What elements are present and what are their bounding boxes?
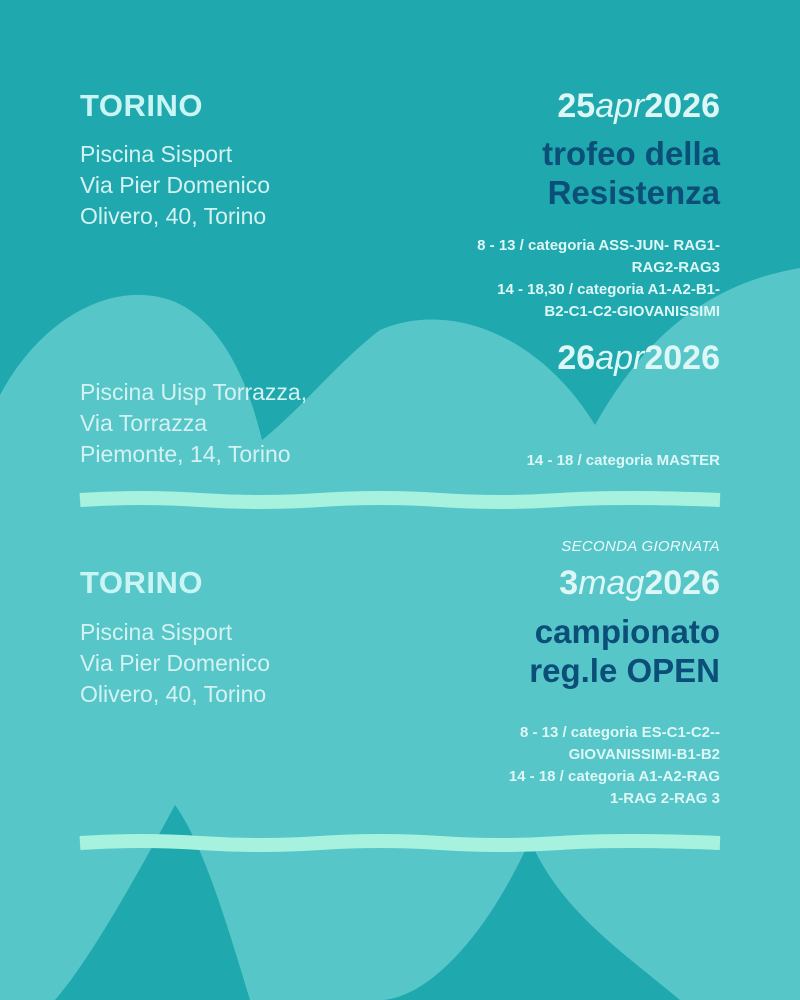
address-line: Piscina Uisp Torrazza, (80, 379, 308, 405)
address-line: Via Pier Domenico (80, 172, 271, 198)
date-year: 2026 (644, 339, 720, 377)
date-year: 2026 (644, 564, 720, 602)
venue-address-3 (80, 617, 270, 710)
schedule-line: B2-C1-C2-GIOVANISSIMI (544, 303, 720, 320)
address-line: Piscina Sisport (80, 141, 233, 167)
wave-stripe-bottom (80, 841, 720, 845)
event-title-3 (529, 612, 720, 690)
date-day: 25 (557, 87, 596, 125)
address-line: Piemonte, 14, Torino (80, 441, 291, 467)
schedule-line: 1-RAG 2-RAG 3 (609, 790, 720, 807)
city-title-3: TORINO (80, 565, 203, 600)
schedule-line: RAG2-RAG3 (631, 259, 720, 276)
address-line: Olivero, 40, Torino (80, 681, 267, 707)
date-year: 2026 (644, 87, 720, 125)
event-title-line: trofeo della (542, 135, 720, 172)
address-line: Via Pier Domenico (80, 650, 271, 676)
day-note: SECONDA GIORNATA (561, 538, 720, 555)
schedule-line: GIOVANISSIMI-B1-B2 (568, 746, 720, 763)
date-month: apr (595, 87, 645, 125)
city-title-1: TORINO (80, 88, 203, 123)
date-day: 26 (557, 339, 596, 377)
schedule-1 (477, 235, 720, 323)
schedule-3 (509, 722, 720, 810)
address-line: Piscina Sisport (80, 619, 233, 645)
schedule-2 (527, 450, 720, 472)
date-month: mag (578, 564, 645, 602)
schedule-line: 14 - 18 / categoria MASTER (526, 452, 720, 469)
schedule-line: 8 - 13 / categoria ES-C1-C2-- (519, 724, 720, 741)
wave-stripe-top (80, 498, 720, 502)
schedule-line: 8 - 13 / categoria ASS-JUN- RAG1- (477, 237, 720, 254)
address-line: Olivero, 40, Torino (80, 203, 267, 229)
venue-address-2 (80, 377, 307, 470)
event-date-2 (557, 339, 720, 378)
event-title-line: reg.le OPEN (529, 652, 720, 689)
address-line: Via Torrazza (80, 410, 207, 436)
schedule-line: 14 - 18,30 / categoria A1-A2-B1- (497, 281, 720, 298)
event-title-line: Resistenza (547, 174, 720, 211)
date-month: apr (595, 339, 645, 377)
event-title-1 (542, 134, 720, 212)
date-day: 3 (559, 564, 579, 602)
venue-address-1 (80, 139, 270, 232)
event-date-1 (557, 87, 720, 126)
event-title-line: campionato (534, 613, 720, 650)
event-date-3 (559, 564, 720, 603)
schedule-line: 14 - 18 / categoria A1-A2-RAG (508, 768, 720, 785)
